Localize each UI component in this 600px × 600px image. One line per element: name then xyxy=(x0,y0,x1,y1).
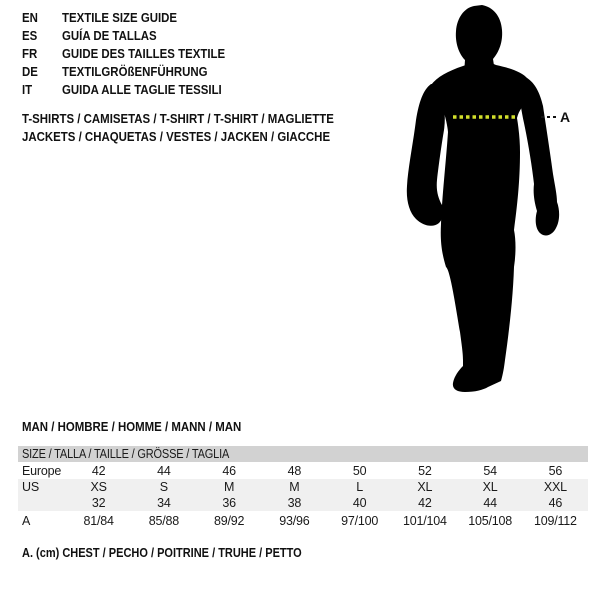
size-cell: XL xyxy=(458,479,523,495)
size-cell: M xyxy=(197,479,262,495)
size-cell: 38 xyxy=(262,495,327,511)
size-cell: 89/92 xyxy=(213,513,245,528)
size-cell: M xyxy=(262,479,327,495)
man-silhouette-right-arm xyxy=(520,78,559,235)
section-title-man: MAN / HOMBRE / HOMME / MANN / MAN xyxy=(22,419,242,434)
size-cell: 85/88 xyxy=(148,513,180,528)
size-cell: 46 xyxy=(523,495,588,511)
size-cell: 42 xyxy=(392,495,457,511)
size-cell: 81/84 xyxy=(83,513,114,528)
size-cell: 97/100 xyxy=(341,513,379,528)
language-label: TEXTILE SIZE GUIDE xyxy=(62,10,178,25)
size-table-header: SIZE / TALLA / TAILLE / GRÖSSE / TAGLIA xyxy=(18,446,588,462)
language-code: DE xyxy=(22,64,38,79)
size-cell: S xyxy=(131,479,196,495)
size-cell: XS xyxy=(66,479,131,495)
category-line-jackets: JACKETS / CHAQUETAS / VESTES / JACKEN / GIACCHE xyxy=(22,129,331,144)
language-code: ES xyxy=(22,28,38,43)
man-silhouette-left-arm xyxy=(407,84,445,226)
row-label: US xyxy=(18,479,66,495)
language-label: GUÍA DE TALLAS xyxy=(62,28,157,43)
size-cell: 32 xyxy=(66,495,131,511)
size-cell: 56 xyxy=(548,463,563,478)
language-code: EN xyxy=(22,10,38,25)
size-cell: 34 xyxy=(131,495,196,511)
garment-categories xyxy=(22,110,376,146)
size-cell: 36 xyxy=(197,495,262,511)
size-cell: 44 xyxy=(157,463,171,478)
size-cell: 54 xyxy=(483,463,497,478)
size-cell: XL xyxy=(392,479,457,495)
measurement-footnote: A. (cm) CHEST / PECHO / POITRINE / TRUHE / PETTO xyxy=(22,546,302,560)
size-row-us-numbers xyxy=(18,495,588,511)
row-label: A xyxy=(22,513,31,528)
size-cell: 105/108 xyxy=(468,513,513,528)
size-table-header-row xyxy=(18,446,588,462)
size-cell: 46 xyxy=(222,463,236,478)
language-label: TEXTILGRÖßENFÜHRUNG xyxy=(62,64,208,79)
size-cell: 48 xyxy=(287,463,302,478)
language-label: GUIDA ALLE TAGLIE TESSILI xyxy=(62,82,222,97)
language-label: GUIDE DES TAILLES TEXTILE xyxy=(62,46,226,61)
man-silhouette-body xyxy=(431,62,533,392)
row-label: Europe xyxy=(22,463,62,478)
category-line-tshirts: T-SHIRTS / CAMISETAS / T-SHIRT / T-SHIRT / MAGLIETTE xyxy=(22,111,334,126)
language-code: IT xyxy=(22,82,33,97)
size-row-europe xyxy=(18,462,588,479)
measure-label: A xyxy=(560,109,571,125)
size-table xyxy=(18,446,588,530)
size-cell: 44 xyxy=(458,495,523,511)
man-figure xyxy=(403,2,575,402)
size-cell: 52 xyxy=(418,463,432,478)
language-code: FR xyxy=(22,46,38,61)
size-cell: XXL xyxy=(523,479,588,495)
row-label xyxy=(18,495,66,511)
size-cell: L xyxy=(327,479,392,495)
size-cell: 42 xyxy=(91,463,106,478)
size-cell: 109/112 xyxy=(533,513,577,528)
size-cell: 93/96 xyxy=(279,513,310,528)
size-row-us-letters xyxy=(18,479,588,495)
size-cell: 101/104 xyxy=(402,513,447,528)
size-row-chest xyxy=(18,511,588,530)
size-cell: 50 xyxy=(352,463,367,478)
size-cell: 40 xyxy=(327,495,392,511)
